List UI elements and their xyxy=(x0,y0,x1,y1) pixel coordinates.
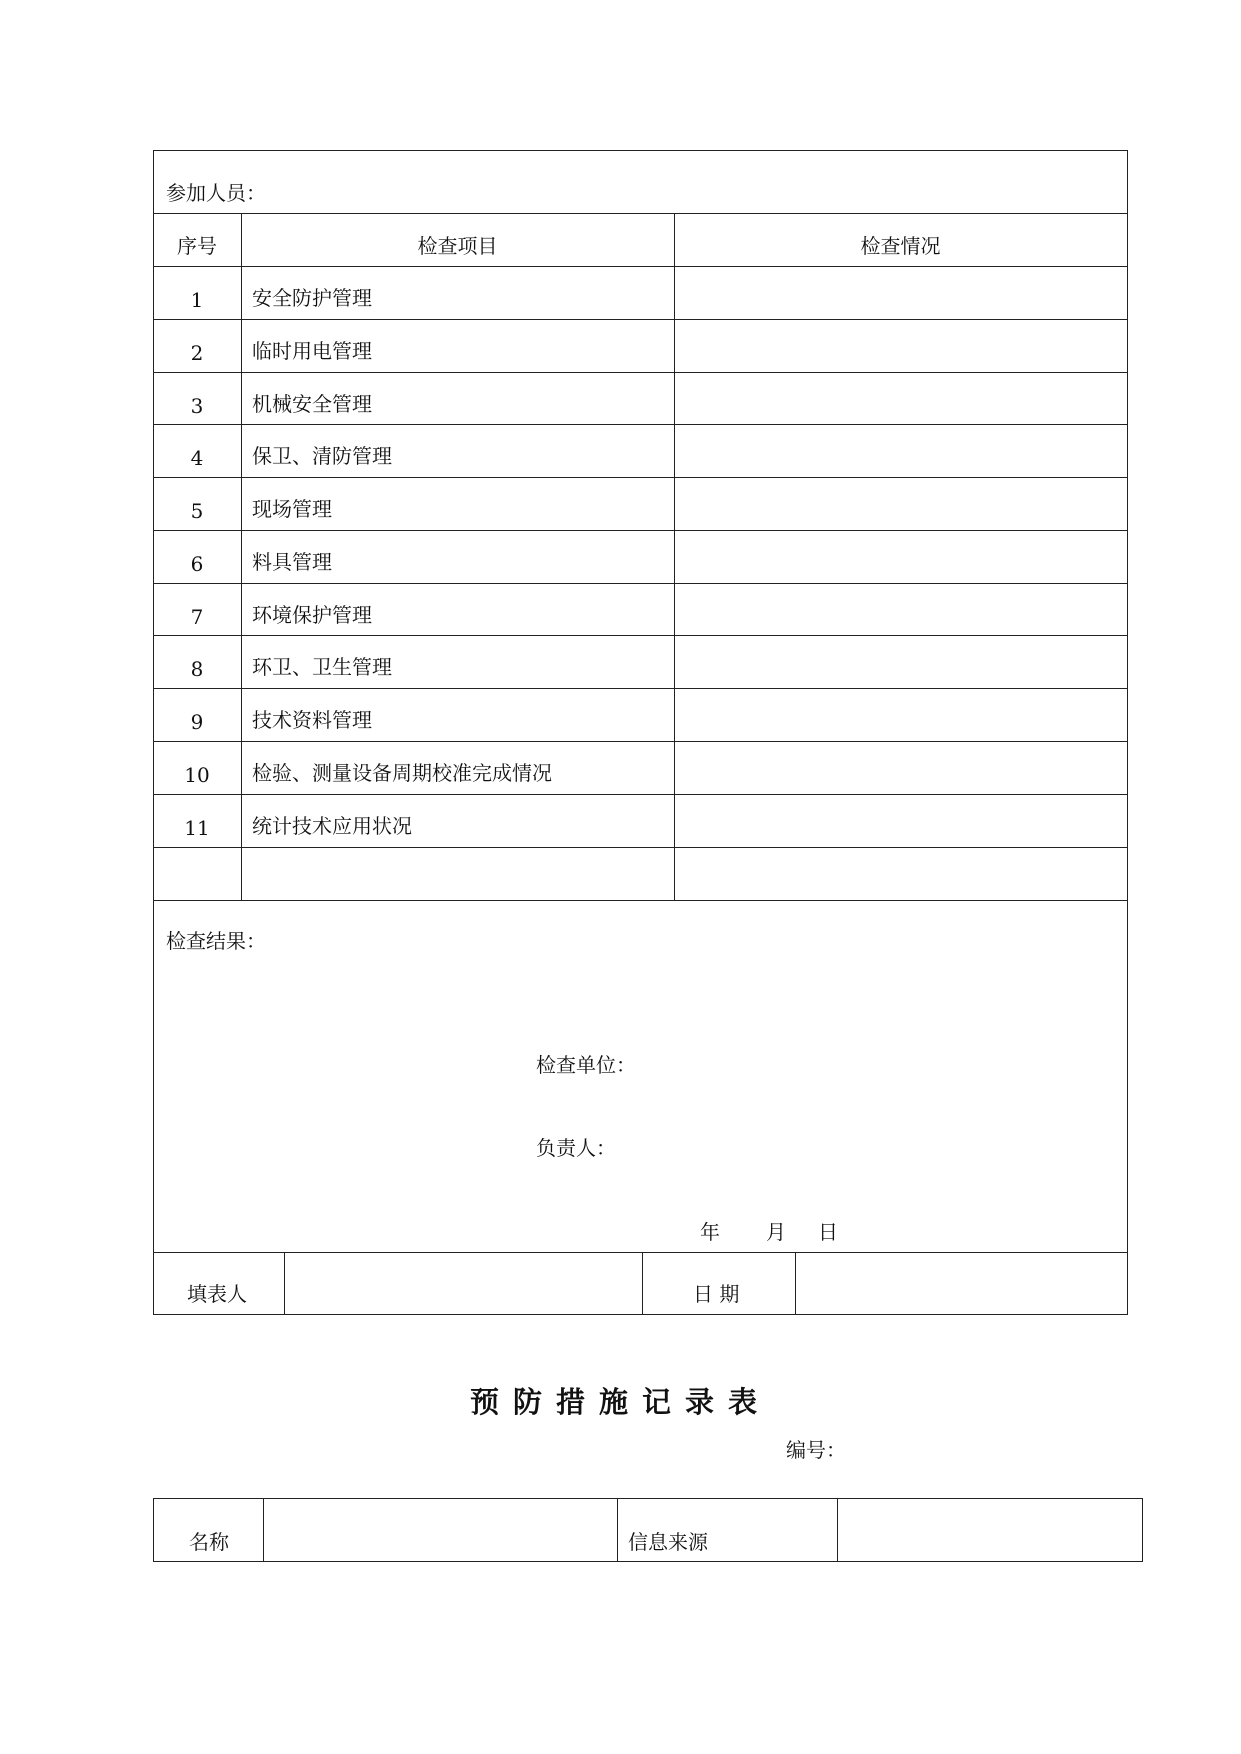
date-month: 月 xyxy=(766,1220,786,1244)
date-day: 日 xyxy=(818,1220,838,1244)
fill-date-label: 日 期 xyxy=(693,1282,740,1306)
row-item: 临时用电管理 xyxy=(252,339,372,363)
participants-label: 参加人员： xyxy=(166,181,266,205)
row-divider xyxy=(154,900,1127,901)
row-index: 9 xyxy=(190,710,204,734)
row-divider xyxy=(154,688,1127,689)
row-index: 4 xyxy=(190,446,204,470)
row-item: 统计技术应用状况 xyxy=(252,814,412,838)
row-divider xyxy=(154,741,1127,742)
header-index: 序号 xyxy=(177,234,217,258)
row-item: 环境保护管理 xyxy=(252,603,372,627)
row-index: 11 xyxy=(184,816,210,840)
header-status: 检查情况 xyxy=(860,234,941,258)
row-divider xyxy=(154,583,1127,584)
info-source-label: 信息来源 xyxy=(628,1530,708,1554)
row-divider xyxy=(154,319,1127,320)
row-index: 7 xyxy=(190,605,204,629)
row-divider xyxy=(154,847,1127,848)
row-item: 技术资料管理 xyxy=(252,708,372,732)
row-item: 安全防护管理 xyxy=(252,286,372,310)
row-divider xyxy=(154,530,1127,531)
row-divider xyxy=(154,794,1127,795)
inspection-unit-label: 检查单位： xyxy=(536,1053,636,1077)
row-index: 3 xyxy=(190,394,204,418)
preventive-measures-title: 预防措施记录表 xyxy=(469,1385,771,1419)
column-divider xyxy=(263,1499,264,1561)
row-divider xyxy=(154,424,1127,425)
row-divider xyxy=(154,213,1127,214)
row-item: 保卫、清防管理 xyxy=(252,444,392,468)
row-divider xyxy=(154,1252,1127,1253)
row-divider xyxy=(154,372,1127,373)
row-index: 10 xyxy=(184,763,210,787)
header-item: 检查项目 xyxy=(417,234,498,258)
row-item: 环卫、卫生管理 xyxy=(252,655,392,679)
column-divider xyxy=(837,1499,838,1561)
responsible-person-label: 负责人： xyxy=(536,1136,616,1160)
inspection-form-table xyxy=(153,150,1128,1315)
column-divider xyxy=(674,213,675,900)
row-divider xyxy=(154,266,1127,267)
filler-label: 填表人 xyxy=(187,1282,247,1306)
row-item: 现场管理 xyxy=(252,497,332,521)
serial-number-label: 编号： xyxy=(786,1438,846,1462)
preventive-measures-table xyxy=(153,1498,1143,1562)
row-divider xyxy=(154,477,1127,478)
column-divider xyxy=(795,1252,796,1314)
column-divider xyxy=(617,1499,618,1561)
column-divider xyxy=(284,1252,285,1314)
row-divider xyxy=(154,635,1127,636)
row-index: 6 xyxy=(190,552,204,576)
column-divider xyxy=(642,1252,643,1314)
column-divider xyxy=(241,213,242,900)
row-item: 料具管理 xyxy=(252,550,332,574)
row-item: 机械安全管理 xyxy=(252,392,372,416)
result-label: 检查结果： xyxy=(166,929,266,953)
row-index: 8 xyxy=(190,657,204,681)
row-index: 5 xyxy=(190,499,204,523)
row-index: 1 xyxy=(190,288,204,312)
row-item: 检验、测量设备周期校准完成情况 xyxy=(252,761,552,785)
row-index: 2 xyxy=(190,341,204,365)
name-label: 名称 xyxy=(189,1530,229,1554)
date-year: 年 xyxy=(700,1220,720,1244)
